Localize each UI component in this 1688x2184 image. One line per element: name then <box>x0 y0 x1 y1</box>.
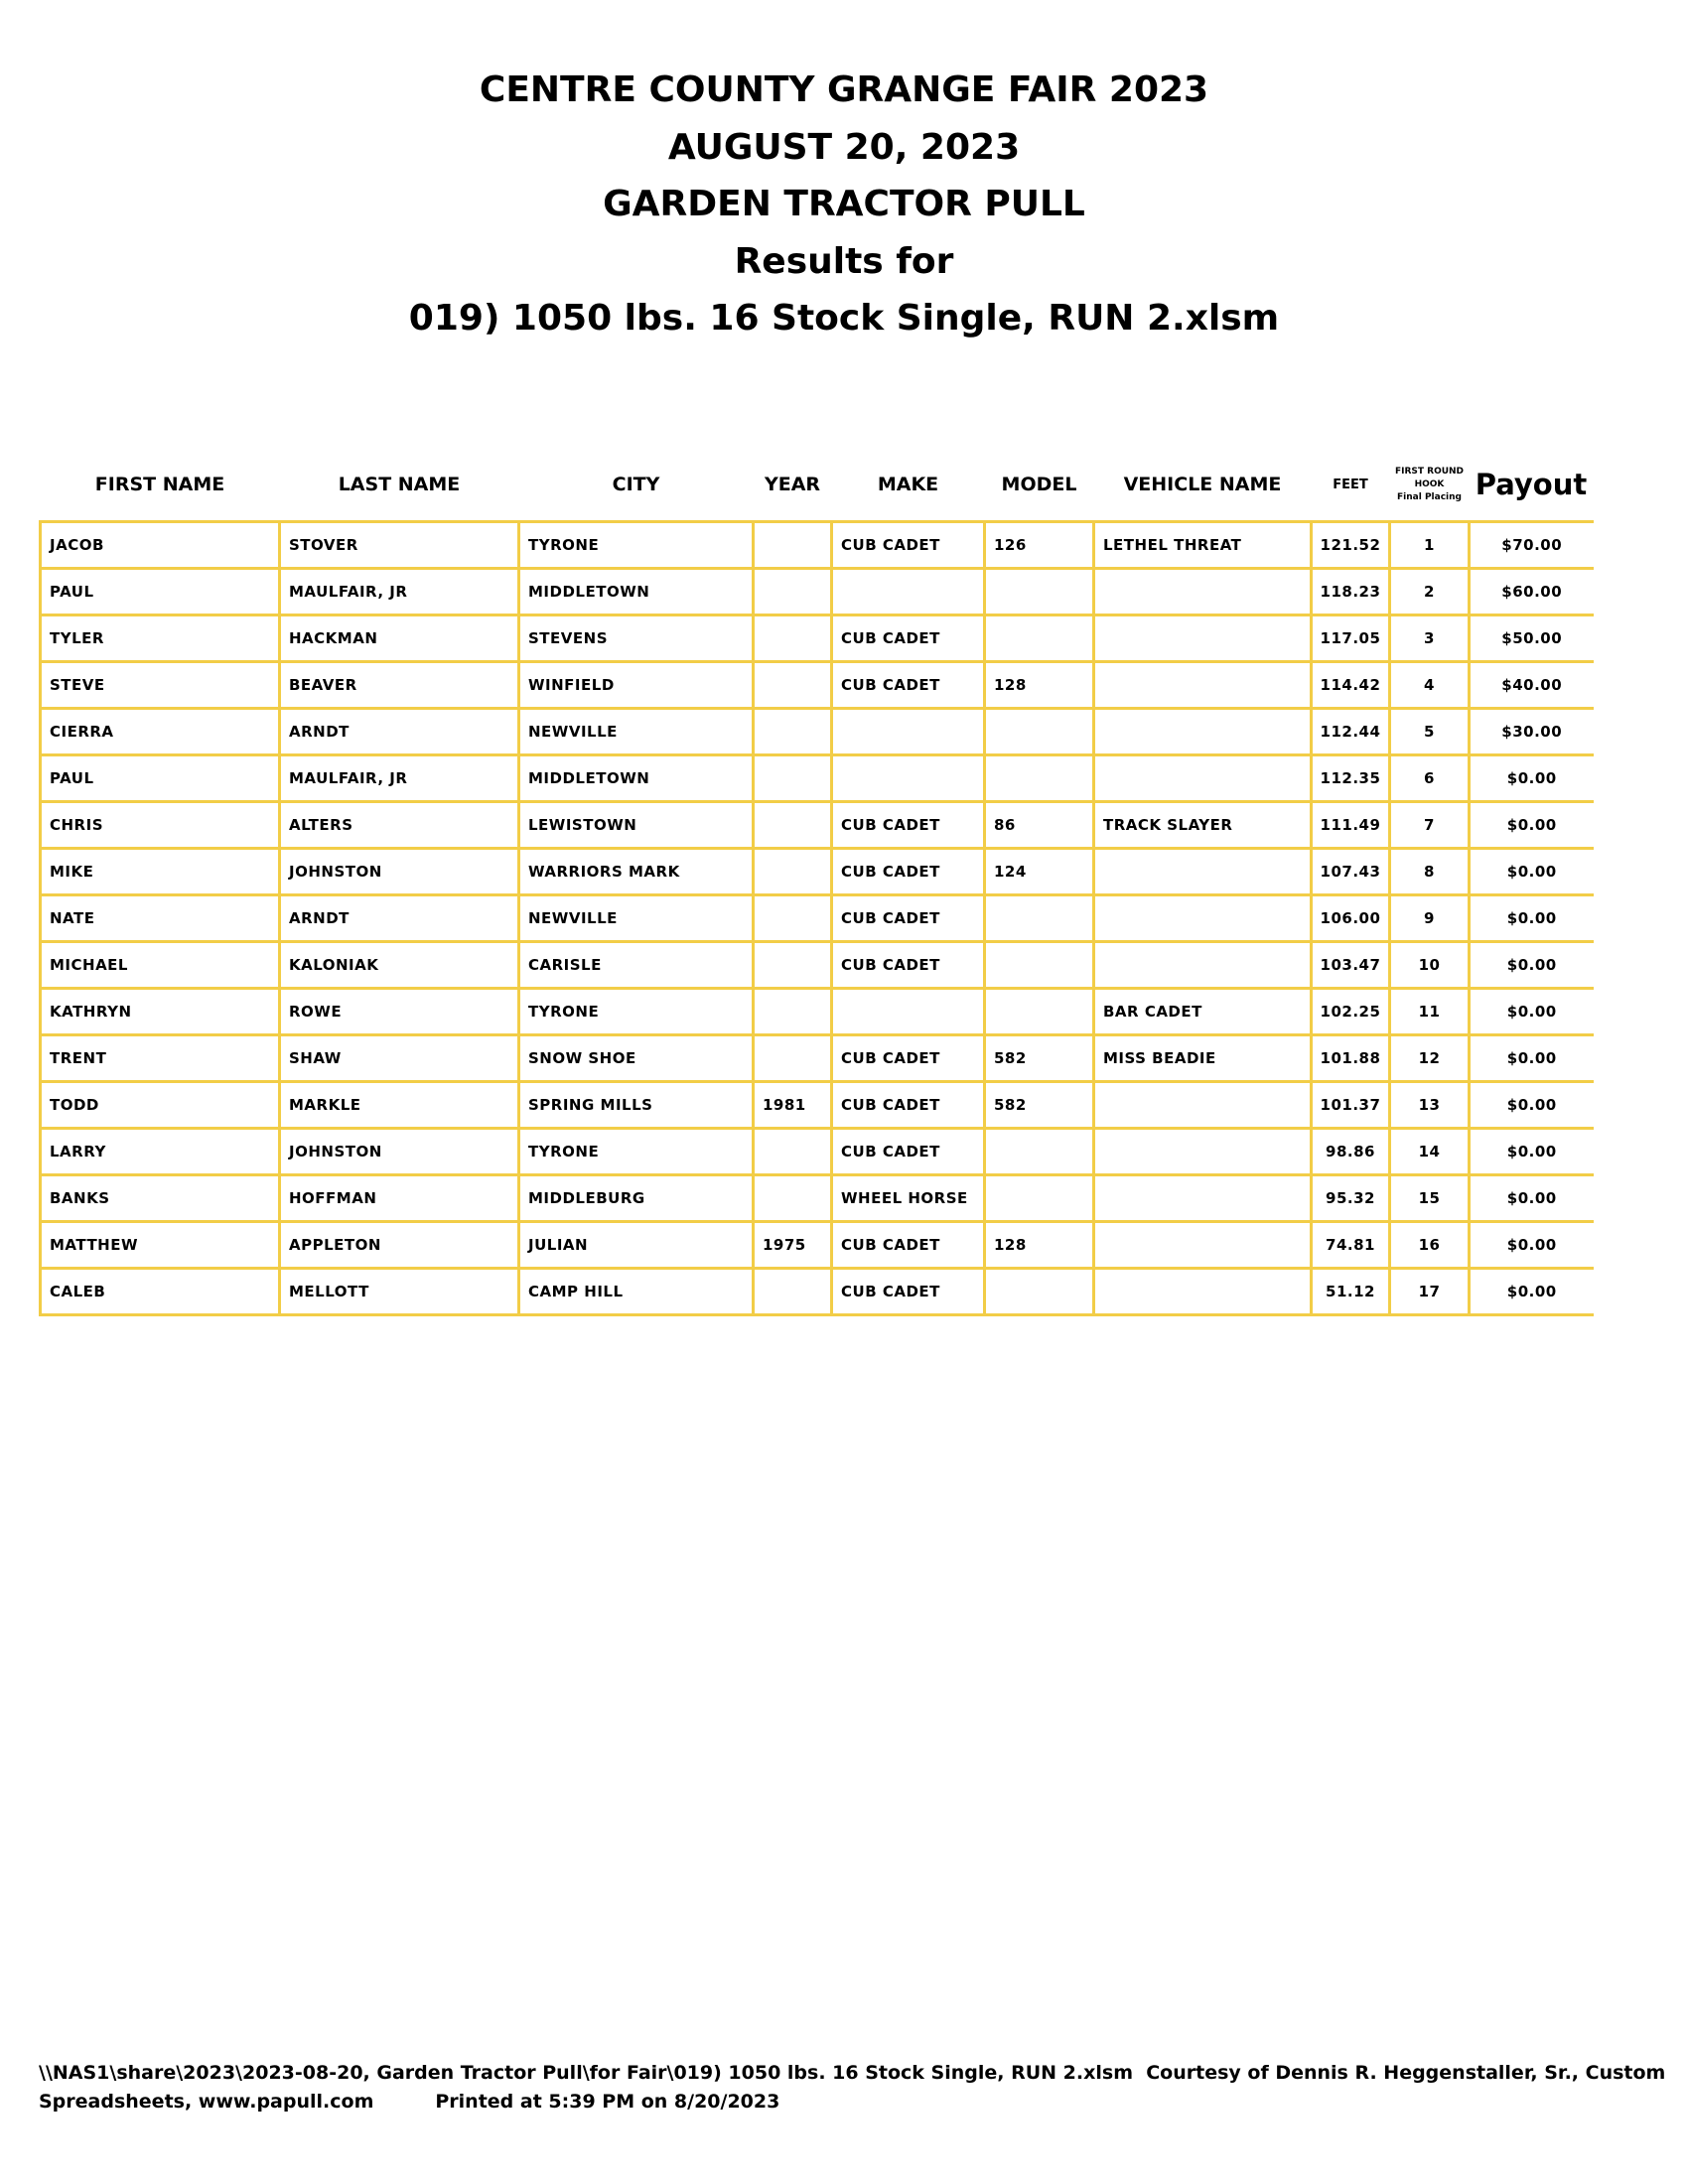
payout-cell: $0.00 <box>1470 849 1594 895</box>
placing-cell: 10 <box>1390 942 1470 989</box>
vehicle-name-cell <box>1094 709 1312 755</box>
placing-cell: 12 <box>1390 1035 1470 1082</box>
city-cell: MIDDLETOWN <box>519 569 754 615</box>
payout-cell: $0.00 <box>1470 1129 1594 1175</box>
placing-cell: 4 <box>1390 662 1470 709</box>
vehicle-name-cell <box>1094 1269 1312 1315</box>
city-cell: CAMP HILL <box>519 1269 754 1315</box>
city-cell: NEWVILLE <box>519 895 754 942</box>
first-name-cell: JACOB <box>41 522 280 569</box>
make-cell <box>832 755 985 802</box>
table-row <box>41 1222 1594 1269</box>
vehicle-name-cell <box>1094 569 1312 615</box>
placing-cell: 13 <box>1390 1082 1470 1129</box>
payout-cell: $70.00 <box>1470 522 1594 569</box>
table-row <box>41 615 1594 662</box>
make-cell: CUB CADET <box>832 1035 985 1082</box>
table-row <box>41 662 1594 709</box>
year-cell <box>754 1035 832 1082</box>
year-cell <box>754 1175 832 1222</box>
city-cell: WINFIELD <box>519 662 754 709</box>
col-header-first-name: FIRST NAME <box>94 474 225 495</box>
year-cell <box>754 802 832 849</box>
last-name-cell: ROWE <box>280 989 519 1035</box>
make-cell: CUB CADET <box>832 615 985 662</box>
city-cell: STEVENS <box>519 615 754 662</box>
last-name-cell: KALONIAK <box>280 942 519 989</box>
city-cell: NEWVILLE <box>519 709 754 755</box>
model-cell: 124 <box>985 849 1094 895</box>
vehicle-name-cell <box>1094 895 1312 942</box>
table-row <box>41 755 1594 802</box>
placing-cell: 8 <box>1390 849 1470 895</box>
first-name-cell: MICHAEL <box>41 942 280 989</box>
feet-cell: 51.12 <box>1312 1269 1390 1315</box>
col-header-payout: Payout <box>1475 468 1588 501</box>
first-name-cell: STEVE <box>41 662 280 709</box>
feet-cell: 121.52 <box>1312 522 1390 569</box>
col-header-last-name: LAST NAME <box>338 474 461 495</box>
report-title-block <box>0 62 1688 347</box>
feet-cell: 101.37 <box>1312 1082 1390 1129</box>
make-cell: CUB CADET <box>832 1082 985 1129</box>
feet-cell: 118.23 <box>1312 569 1390 615</box>
table-row <box>41 1035 1594 1082</box>
feet-cell: 112.35 <box>1312 755 1390 802</box>
last-name-cell: STOVER <box>280 522 519 569</box>
last-name-cell: APPLETON <box>280 1222 519 1269</box>
placing-cell: 17 <box>1390 1269 1470 1315</box>
city-cell: MIDDLEBURG <box>519 1175 754 1222</box>
vehicle-name-cell <box>1094 662 1312 709</box>
first-name-cell: TODD <box>41 1082 280 1129</box>
last-name-cell: JOHNSTON <box>280 1129 519 1175</box>
first-name-cell: KATHRYN <box>41 989 280 1035</box>
table-row <box>41 849 1594 895</box>
payout-cell: $30.00 <box>1470 709 1594 755</box>
city-cell: WARRIORS MARK <box>519 849 754 895</box>
make-cell: CUB CADET <box>832 895 985 942</box>
first-name-cell: MIKE <box>41 849 280 895</box>
vehicle-name-cell <box>1094 755 1312 802</box>
model-cell <box>985 709 1094 755</box>
footer-line-1 <box>39 2059 1666 2088</box>
last-name-cell: MARKLE <box>280 1082 519 1129</box>
payout-cell: $0.00 <box>1470 942 1594 989</box>
city-cell: SNOW SHOE <box>519 1035 754 1082</box>
year-cell <box>754 615 832 662</box>
last-name-cell: ARNDT <box>280 895 519 942</box>
year-cell <box>754 662 832 709</box>
year-cell: 1981 <box>754 1082 832 1129</box>
payout-cell: $0.00 <box>1470 802 1594 849</box>
vehicle-name-cell <box>1094 1222 1312 1269</box>
first-name-cell: NATE <box>41 895 280 942</box>
payout-cell: $0.00 <box>1470 1222 1594 1269</box>
city-cell: CARISLE <box>519 942 754 989</box>
make-cell <box>832 989 985 1035</box>
year-cell <box>754 709 832 755</box>
first-name-cell: TRENT <box>41 1035 280 1082</box>
feet-cell: 112.44 <box>1312 709 1390 755</box>
feet-cell: 117.05 <box>1312 615 1390 662</box>
year-cell <box>754 755 832 802</box>
model-cell <box>985 755 1094 802</box>
fair-title: CENTRE COUNTY GRANGE FAIR 2023 <box>479 69 1209 110</box>
table-row <box>41 709 1594 755</box>
feet-cell: 114.42 <box>1312 662 1390 709</box>
feet-cell: 106.00 <box>1312 895 1390 942</box>
model-cell <box>985 1175 1094 1222</box>
feet-cell: 95.32 <box>1312 1175 1390 1222</box>
feet-cell: 111.49 <box>1312 802 1390 849</box>
results-label: Results for <box>734 240 954 282</box>
placing-cell: 15 <box>1390 1175 1470 1222</box>
vehicle-name-cell: MISS BEADIE <box>1094 1035 1312 1082</box>
feet-cell: 101.88 <box>1312 1035 1390 1082</box>
table-row <box>41 802 1594 849</box>
make-cell: CUB CADET <box>832 1222 985 1269</box>
hook-header-line2: HOOK <box>1414 478 1445 489</box>
col-header-make: MAKE <box>877 474 939 495</box>
make-cell <box>832 569 985 615</box>
year-cell <box>754 1269 832 1315</box>
footer-site: Spreadsheets, www.papull.com <box>39 2091 374 2113</box>
placing-cell: 9 <box>1390 895 1470 942</box>
model-cell <box>985 989 1094 1035</box>
city-cell: JULIAN <box>519 1222 754 1269</box>
table-header-row <box>41 449 1594 522</box>
hook-header-line3: Final Placing <box>1397 491 1462 502</box>
year-cell <box>754 569 832 615</box>
payout-cell: $0.00 <box>1470 1082 1594 1129</box>
city-cell: TYRONE <box>519 989 754 1035</box>
model-cell: 582 <box>985 1082 1094 1129</box>
first-name-cell: LARRY <box>41 1129 280 1175</box>
make-cell: CUB CADET <box>832 1129 985 1175</box>
last-name-cell: MELLOTT <box>280 1269 519 1315</box>
placing-cell: 2 <box>1390 569 1470 615</box>
class-title: 019) 1050 lbs. 16 Stock Single, RUN 2.xlsm <box>408 298 1280 339</box>
placing-cell: 16 <box>1390 1222 1470 1269</box>
vehicle-name-cell: LETHEL THREAT <box>1094 522 1312 569</box>
first-name-cell: TYLER <box>41 615 280 662</box>
last-name-cell: ARNDT <box>280 709 519 755</box>
feet-cell: 102.25 <box>1312 989 1390 1035</box>
model-cell <box>985 895 1094 942</box>
payout-cell: $40.00 <box>1470 662 1594 709</box>
footer-printed-at: Printed at 5:39 PM on 8/20/2023 <box>435 2091 780 2113</box>
model-cell <box>985 942 1094 989</box>
placing-cell: 3 <box>1390 615 1470 662</box>
table-row <box>41 569 1594 615</box>
feet-cell: 98.86 <box>1312 1129 1390 1175</box>
footer-line-2 <box>39 2088 1647 2116</box>
hook-header-line1: FIRST ROUND <box>1394 466 1465 477</box>
placing-cell: 6 <box>1390 755 1470 802</box>
feet-cell: 74.81 <box>1312 1222 1390 1269</box>
model-cell: 86 <box>985 802 1094 849</box>
feet-cell: 103.47 <box>1312 942 1390 989</box>
make-cell: CUB CADET <box>832 802 985 849</box>
payout-cell: $50.00 <box>1470 615 1594 662</box>
results-body <box>41 522 1594 1315</box>
table-row <box>41 942 1594 989</box>
vehicle-name-cell <box>1094 615 1312 662</box>
last-name-cell: HACKMAN <box>280 615 519 662</box>
first-name-cell: CIERRA <box>41 709 280 755</box>
first-name-cell: BANKS <box>41 1175 280 1222</box>
first-name-cell: CHRIS <box>41 802 280 849</box>
vehicle-name-cell: BAR CADET <box>1094 989 1312 1035</box>
first-name-cell: MATTHEW <box>41 1222 280 1269</box>
table-row <box>41 1082 1594 1129</box>
model-cell: 582 <box>985 1035 1094 1082</box>
placing-cell: 5 <box>1390 709 1470 755</box>
model-cell <box>985 1269 1094 1315</box>
payout-cell: $0.00 <box>1470 1175 1594 1222</box>
vehicle-name-cell <box>1094 1129 1312 1175</box>
last-name-cell: HOFFMAN <box>280 1175 519 1222</box>
placing-cell: 11 <box>1390 989 1470 1035</box>
model-cell: 128 <box>985 1222 1094 1269</box>
payout-cell: $0.00 <box>1470 1035 1594 1082</box>
city-cell: LEWISTOWN <box>519 802 754 849</box>
model-cell <box>985 1129 1094 1175</box>
last-name-cell: MAULFAIR, JR <box>280 755 519 802</box>
year-cell <box>754 942 832 989</box>
payout-cell: $60.00 <box>1470 569 1594 615</box>
event-date: AUGUST 20, 2023 <box>667 126 1021 168</box>
first-name-cell: PAUL <box>41 569 280 615</box>
payout-cell: $0.00 <box>1470 989 1594 1035</box>
col-header-model: MODEL <box>1001 474 1077 495</box>
results-table <box>39 449 1594 1316</box>
year-cell <box>754 522 832 569</box>
event-name: GARDEN TRACTOR PULL <box>603 184 1085 224</box>
col-header-city: CITY <box>612 474 660 495</box>
table-row <box>41 1129 1594 1175</box>
vehicle-name-cell <box>1094 1082 1312 1129</box>
table-row <box>41 989 1594 1035</box>
city-cell: TYRONE <box>519 522 754 569</box>
placing-cell: 1 <box>1390 522 1470 569</box>
make-cell: CUB CADET <box>832 942 985 989</box>
vehicle-name-cell <box>1094 1175 1312 1222</box>
vehicle-name-cell <box>1094 942 1312 989</box>
col-header-feet: FEET <box>1333 477 1368 492</box>
footer-path: \\NAS1\share\2023\2023-08-20, Garden Tractor Pull\for Fair\019) 1050 lbs. 16 Stock Single, RUN 2.xlsm Courtesy of Dennis R. Heggenstaller, Sr., Custom <box>39 2062 1666 2084</box>
make-cell: CUB CADET <box>832 849 985 895</box>
year-cell <box>754 849 832 895</box>
col-header-year: YEAR <box>764 474 821 495</box>
feet-cell: 107.43 <box>1312 849 1390 895</box>
year-cell <box>754 989 832 1035</box>
last-name-cell: JOHNSTON <box>280 849 519 895</box>
make-cell: CUB CADET <box>832 522 985 569</box>
city-cell: TYRONE <box>519 1129 754 1175</box>
payout-cell: $0.00 <box>1470 895 1594 942</box>
vehicle-name-cell <box>1094 849 1312 895</box>
year-cell <box>754 895 832 942</box>
make-cell <box>832 709 985 755</box>
make-cell: CUB CADET <box>832 662 985 709</box>
make-cell: WHEEL HORSE <box>832 1175 985 1222</box>
placing-cell: 14 <box>1390 1129 1470 1175</box>
model-cell: 126 <box>985 522 1094 569</box>
last-name-cell: ALTERS <box>280 802 519 849</box>
table-row <box>41 1269 1594 1315</box>
last-name-cell: MAULFAIR, JR <box>280 569 519 615</box>
last-name-cell: SHAW <box>280 1035 519 1082</box>
make-cell: CUB CADET <box>832 1269 985 1315</box>
table-row <box>41 1175 1594 1222</box>
footer <box>39 2059 1666 2116</box>
col-header-vehicle-name: VEHICLE NAME <box>1123 474 1282 495</box>
model-cell <box>985 569 1094 615</box>
city-cell: SPRING MILLS <box>519 1082 754 1129</box>
table-row <box>41 895 1594 942</box>
col-header-hook <box>1390 449 1470 522</box>
placing-cell: 7 <box>1390 802 1470 849</box>
payout-cell: $0.00 <box>1470 755 1594 802</box>
payout-cell: $0.00 <box>1470 1269 1594 1315</box>
city-cell: MIDDLETOWN <box>519 755 754 802</box>
vehicle-name-cell: TRACK SLAYER <box>1094 802 1312 849</box>
year-cell: 1975 <box>754 1222 832 1269</box>
table-row <box>41 522 1594 569</box>
first-name-cell: PAUL <box>41 755 280 802</box>
last-name-cell: BEAVER <box>280 662 519 709</box>
model-cell: 128 <box>985 662 1094 709</box>
model-cell <box>985 615 1094 662</box>
year-cell <box>754 1129 832 1175</box>
first-name-cell: CALEB <box>41 1269 280 1315</box>
